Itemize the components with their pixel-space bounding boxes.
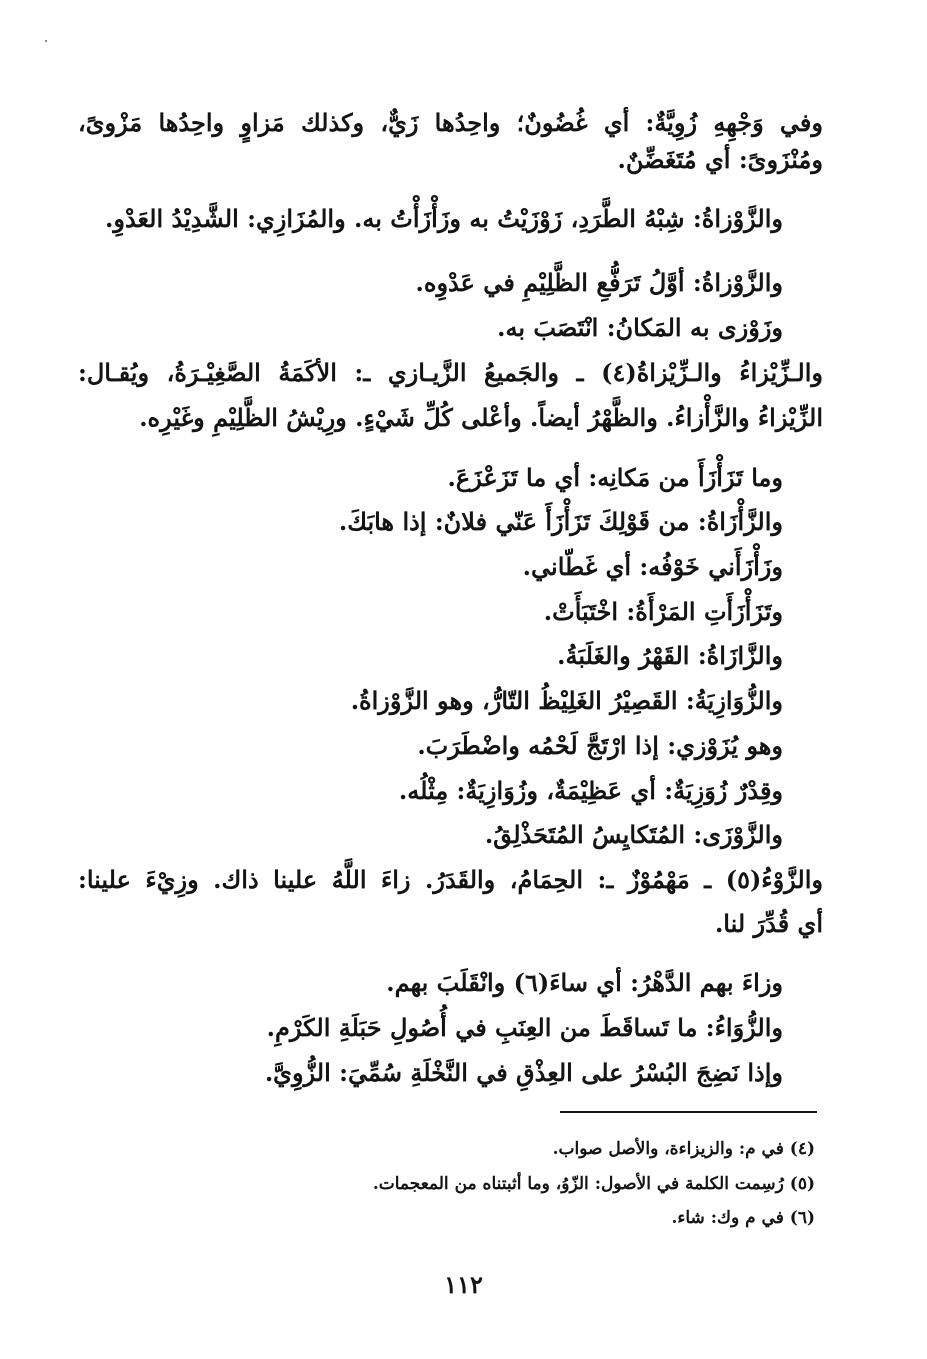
- text-line: والزُّوَازِيَةُ: القَصِيْرُ الغَلِيْظُ التّارُّ، وهو الزَّوْزاةُ.: [350, 686, 783, 715]
- text-line: وما تَزَأْزَأَ من مَكانِه: أي ما تَزَعْزَعَ.: [447, 463, 783, 492]
- text-line: والزَّأْزَاةُ: من قَوْلِكَ تَزَأْزَأَ عَنّي فلانٌ: إذا هابَكَ.: [338, 507, 783, 536]
- text-line: وزاءَ بهم الدَّهْرُ: أي ساءَ(٦) وانْقَلَبَ بهم.: [386, 968, 783, 997]
- text-line: والزُّوَاءُ: ما تَساقَطَ من العِنَبِ في أُصُولِ حَبَلَةِ الكَرْمِ.: [266, 1013, 783, 1042]
- text-line: وزَوْزى به المَكانُ: انْتَصَبَ به.: [497, 313, 783, 342]
- scan-speck: [45, 40, 47, 42]
- footnote-separator: [560, 1111, 817, 1113]
- text-line: وهو يُزَوْزي: إذا ارْتَجَّ لَحْمُه واضْطَرَبَ.: [417, 731, 783, 760]
- text-line: والزَّازَاةُ: القَهْرُ والغَلَبَةُ.: [557, 641, 783, 670]
- text-line: أي قُدِّرَ لنا.: [714, 909, 823, 938]
- footnote: (٥) رُسِمت الكلمة في الأصول: الزّوُ، وما أثبتناه من المعجمات.: [372, 1174, 815, 1194]
- text-line: والزَّوْءُ(٥) ـ مَهْمُوْزٌ ـ: الحِمَامُ، والقَدَرُ. زاءَ اللَّهُ علينا ذاك. وزِيْءَ علينا:: [78, 865, 823, 894]
- text-line: والزَّوْزَى: المُتَكايِسُ المُتَحَذْلِقُ.: [484, 820, 783, 849]
- text-line: وفي وَجْهِهِ زُوِيَّةٌ: أي غُضُونٌ؛ واحِدُها زَيٌّ، وكذلك مَزاوٍ واحِدُها مَزْوىً،: [78, 108, 823, 137]
- text-line: وقِدْرٌ زُوَزِيَةٌ: أي عَظِيْمَةٌ، وزُوَازِيَةٌ: مِثْلُه.: [398, 776, 783, 805]
- page-number: ١١٢: [444, 1270, 483, 1299]
- footnote: (٤) في م: والزيزاءة، والأصل صواب.: [552, 1139, 815, 1159]
- text-line: الزِّيْزاءُ والزَّأْزاءُ. والظَّهْرُ أيضاً. وأعْلى كُلِّ شَيْءٍ. ورِيْشُ الظَّلِيْمِ وغَيْرِه.: [139, 403, 823, 432]
- text-line: ومُنْزَوىً: أي مُتَغَضِّنٌ.: [617, 145, 823, 174]
- text-line: وإذا نَضِجَ البُسْرُ على العِذْقِ في النَّخْلَةِ سُمِّيَ: الزُّوِيَّ.: [264, 1058, 783, 1087]
- footnote: (٦) في م وك: شاء.: [671, 1208, 815, 1228]
- text-line: وزَأْزَأَني خَوْفُه: أي غَطّاني.: [522, 552, 783, 581]
- text-line: والزَّوْزاةُ: أوَّلُ تَرَفُّعِ الظَّلِيْمِ في عَدْوِه.: [415, 268, 783, 297]
- text-line: والزَّوْزاةُ: شِبْهُ الطَّرَدِ، زَوْزَيْتُ به وزَأْزَأْتُ به. والمُزَازِي: الشَّدِيْدُ العَدْوِ.: [105, 204, 783, 233]
- text-line: والـزِّيْزاءُ والـزِّيْزاةُ(٤) ـ والجَميعُ الزَّيـازي ـ: الأكَمَةُ الصَّغِيْـرَةُ، ويُقـال:: [78, 358, 824, 387]
- text-line: وتَزَأْزَأَتِ المَرْأَةُ: اخْتَبَأَتْ.: [543, 597, 783, 626]
